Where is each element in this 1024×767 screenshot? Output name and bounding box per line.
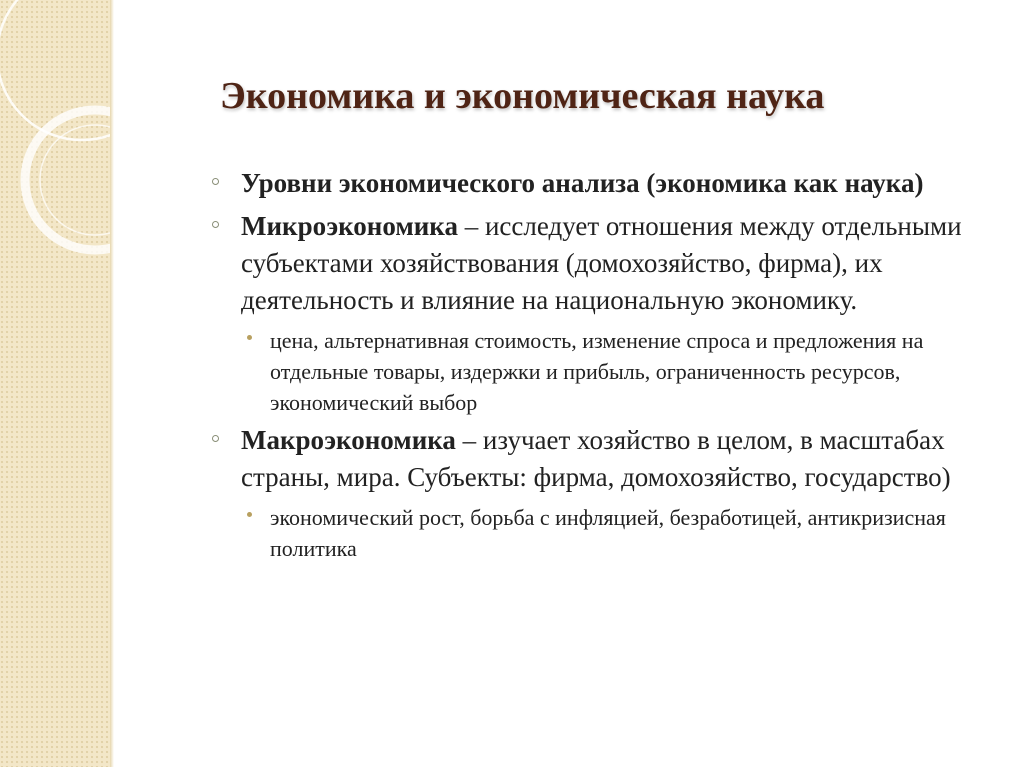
bullet-item-macro bbox=[212, 422, 992, 496]
bullet-text: – исследует отношения между отдельными субъектами хозяйствования (домохозяйство, фирма), их деятельность и влияние на национальную экономику. bbox=[241, 211, 962, 315]
bullet-item-micro bbox=[212, 208, 992, 319]
bullet-bold: Уровни экономического анализа (экономика как наука) bbox=[241, 168, 924, 198]
decorative-strip bbox=[0, 0, 110, 767]
sub-bullet-micro bbox=[212, 325, 992, 418]
slide-title: Экономика и экономическая наука bbox=[220, 75, 825, 117]
bullet-item-levels bbox=[212, 165, 992, 202]
sub-bullet-text: экономический рост, борьба с инфляцией, безработицей, антикризисная политика bbox=[270, 505, 946, 561]
bullet-icon bbox=[212, 178, 219, 185]
bullet-bold: Макроэкономика bbox=[241, 425, 456, 455]
strip-edge bbox=[110, 0, 114, 767]
sub-bullet-icon bbox=[247, 512, 252, 517]
bullet-bold: Микроэкономика bbox=[241, 211, 458, 241]
slide-content bbox=[212, 165, 992, 568]
sub-bullet-macro bbox=[212, 502, 992, 564]
bullet-icon bbox=[212, 221, 219, 228]
bullet-text: – изучает хозяйство в целом, в масштабах страны, мира. Субъекты: фирма, домохозяйство, государство) bbox=[241, 425, 951, 492]
sub-bullet-text: цена, альтернативная стоимость, изменение спроса и предложения на отдельные товары, издержки и прибыль, ограниченность ресурсов, экономический выбор bbox=[270, 328, 924, 415]
sub-bullet-icon bbox=[247, 335, 252, 340]
decorative-circles bbox=[0, 0, 110, 767]
bullet-icon bbox=[212, 435, 219, 442]
